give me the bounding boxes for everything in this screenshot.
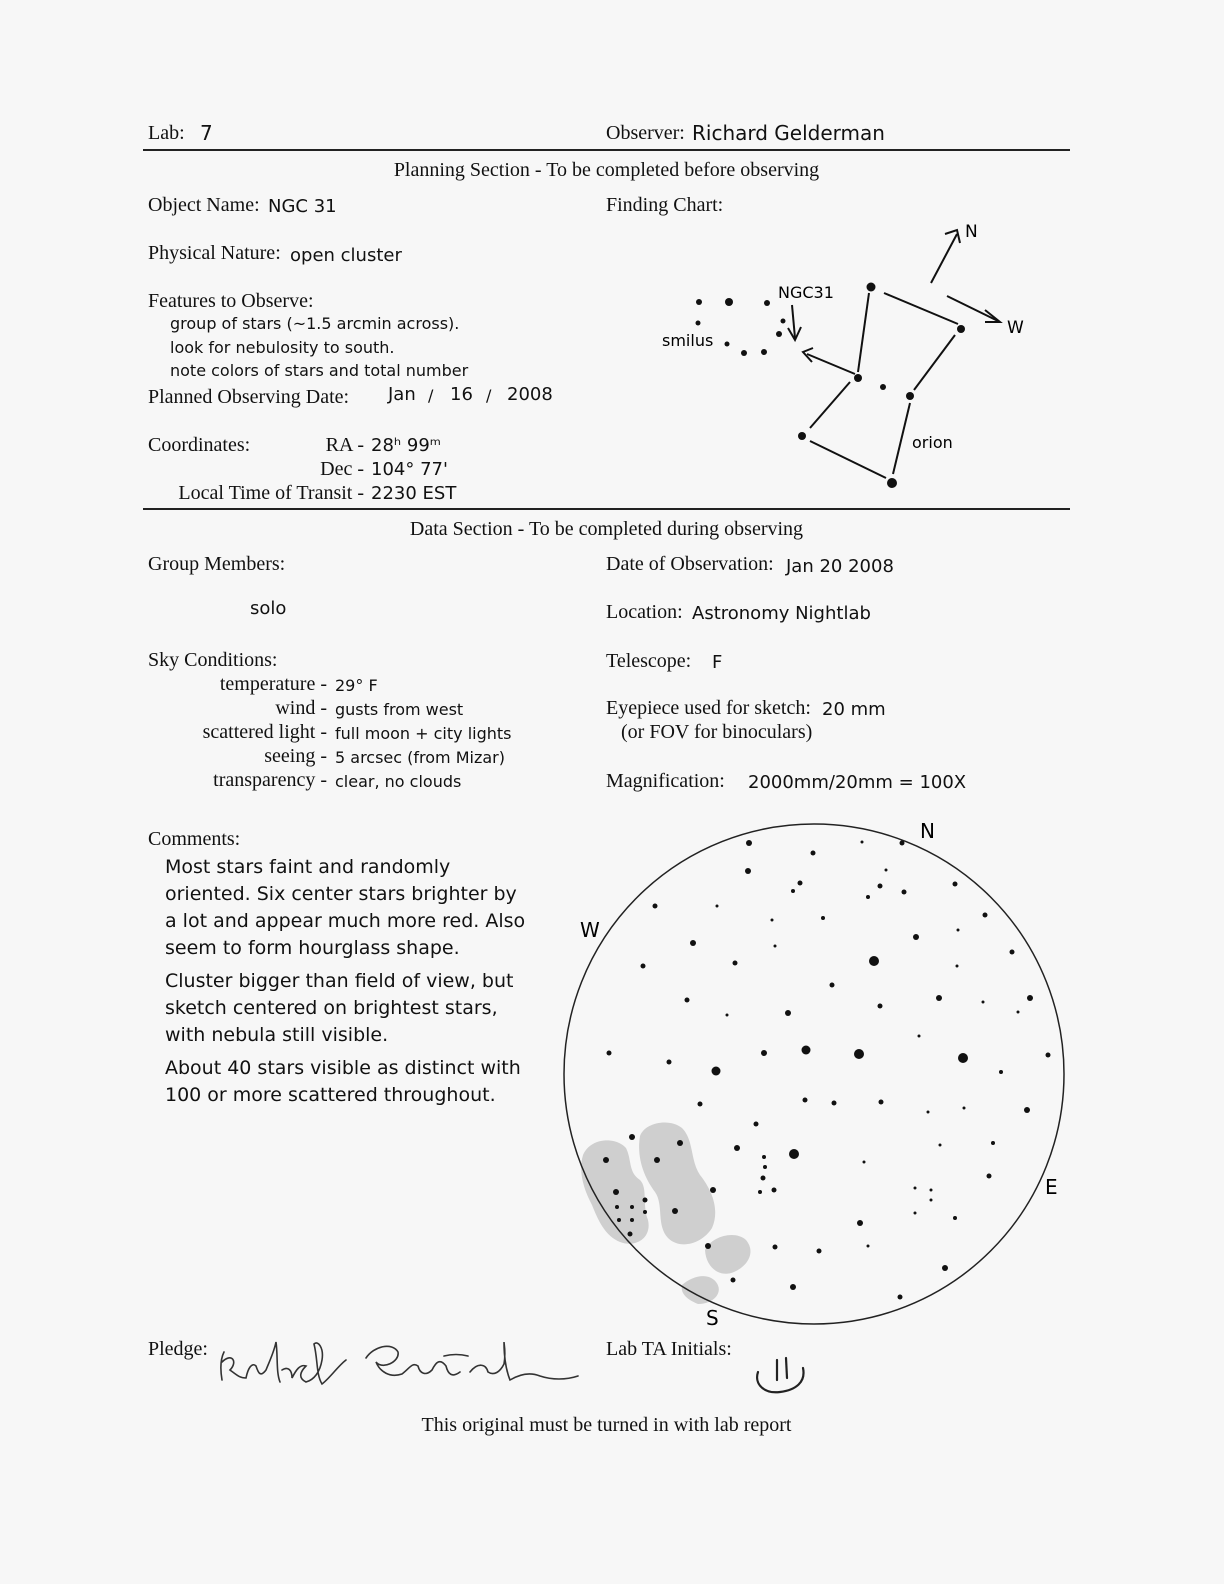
date-separator: / xyxy=(428,386,434,405)
sketch-star xyxy=(817,1249,822,1254)
coordinates-label: Coordinates: xyxy=(148,434,251,456)
sketch-star xyxy=(1046,1053,1051,1058)
sketch-star xyxy=(641,964,646,969)
comment-line: About 40 stars visible as distinct with xyxy=(165,1057,521,1079)
location-value: Astronomy Nightlab xyxy=(692,603,871,624)
chart-star xyxy=(725,342,730,347)
sketch-star xyxy=(999,1070,1003,1074)
temperature-value: 29° F xyxy=(335,676,378,695)
planned-date-label: Planned Observing Date: xyxy=(148,386,350,408)
sketch-star xyxy=(653,904,658,909)
sketch-star xyxy=(771,919,774,922)
sketch-star xyxy=(1010,950,1015,955)
sketch-star xyxy=(643,1198,648,1203)
sketch-star xyxy=(953,1216,957,1220)
magnification-label: Magnification: xyxy=(606,770,725,792)
chart-star xyxy=(906,392,914,400)
sketch-star xyxy=(629,1134,635,1140)
chart-star xyxy=(761,349,767,355)
telescope-value: F xyxy=(712,652,723,673)
sketch-star xyxy=(918,1035,921,1038)
magnification-value: 2000mm/20mm = 100X xyxy=(748,772,967,793)
sketch-star xyxy=(762,1155,766,1159)
field-of-view-circle xyxy=(564,824,1064,1324)
sketch-west-label: W xyxy=(580,918,600,942)
chart-orion-label: orion xyxy=(912,433,953,452)
sketch-star xyxy=(914,1187,917,1190)
object-name-label: Object Name: xyxy=(148,194,260,216)
telescope-label: Telescope: xyxy=(606,650,692,672)
sketch-star xyxy=(685,998,690,1003)
sketch-star xyxy=(930,1189,933,1192)
seeing-label: seeing - xyxy=(264,745,327,767)
chart-star xyxy=(741,350,747,356)
sketch-star xyxy=(785,1010,791,1016)
sketch-star xyxy=(991,1141,995,1145)
dec-value: 104° 77' xyxy=(371,459,448,480)
sketch-star xyxy=(745,868,751,874)
sketch-star xyxy=(803,1098,808,1103)
chart-west-label: W xyxy=(1007,318,1024,338)
chart-star xyxy=(854,374,862,382)
chart-star xyxy=(880,384,886,390)
comment-line: Cluster bigger than field of view, but xyxy=(165,970,514,992)
pledge-label: Pledge: xyxy=(148,1338,208,1360)
sketch-star xyxy=(617,1218,621,1222)
sketch-south-label: S xyxy=(706,1306,719,1330)
data-section-title: Data Section - To be completed during observing xyxy=(409,518,804,540)
feature-item: group of stars (~1.5 arcmin across). xyxy=(170,314,460,333)
wind-label: wind - xyxy=(275,697,327,719)
sketch-star xyxy=(761,1050,767,1056)
sketch-star xyxy=(936,995,942,1001)
sketch-star xyxy=(983,913,988,918)
feature-item: note colors of stars and total number xyxy=(170,361,469,380)
transit-label: Local Time of Transit - xyxy=(178,482,364,504)
eyepiece-sketch xyxy=(560,815,1080,1335)
sketch-star xyxy=(603,1157,609,1163)
footer-note: This original must be turned in with lab report xyxy=(421,1414,792,1436)
ra-value: 28ʰ 99ᵐ xyxy=(371,435,442,456)
observation-date-value: Jan 20 2008 xyxy=(786,556,894,577)
sketch-star xyxy=(677,1140,683,1146)
comment-paragraph xyxy=(165,854,525,962)
sketch-star xyxy=(956,965,959,968)
planned-date-month: Jan xyxy=(388,384,416,405)
sketch-star xyxy=(754,1122,759,1127)
sketch-star xyxy=(957,929,960,932)
transit-value: 2230 EST xyxy=(371,483,457,504)
sketch-east-label: E xyxy=(1045,1175,1058,1199)
sketch-star xyxy=(746,840,752,846)
sketch-star xyxy=(867,1245,870,1248)
sketch-star xyxy=(879,1100,884,1105)
comment-line: a lot and appear much more red. Also xyxy=(165,910,526,932)
sketch-star xyxy=(705,1243,711,1249)
comment-line: 100 or more scattered throughout. xyxy=(165,1084,496,1106)
comment-paragraph xyxy=(165,968,513,1049)
header-divider xyxy=(143,149,1070,151)
sketch-star xyxy=(885,869,888,872)
sketch-star xyxy=(857,1220,863,1226)
sketch-star xyxy=(733,961,738,966)
sketch-star xyxy=(772,1188,777,1193)
sketch-star xyxy=(758,1190,762,1194)
observer-label: Observer: xyxy=(606,122,685,144)
comment-line: with nebula still visible. xyxy=(165,1024,389,1046)
observer-name: Richard Gelderman xyxy=(692,121,885,145)
sketch-star xyxy=(930,1199,933,1202)
chart-north-label: N xyxy=(965,222,978,242)
pledge-signature xyxy=(210,1330,590,1390)
chart-target-label: NGC31 xyxy=(778,283,834,302)
planning-divider xyxy=(143,508,1070,510)
sketch-star xyxy=(942,1265,948,1271)
sketch-star xyxy=(1024,1107,1030,1113)
sketch-star xyxy=(898,1295,903,1300)
ra-label: RA - xyxy=(325,434,364,456)
sketch-star xyxy=(654,1157,660,1163)
chart-smilus-label: smilus xyxy=(662,331,714,350)
lab-label: Lab: xyxy=(148,122,185,144)
ta-initials-smiley xyxy=(745,1348,820,1398)
comment-line: seem to form hourglass shape. xyxy=(165,937,460,959)
sketch-star xyxy=(789,1149,799,1159)
physical-nature-label: Physical Nature: xyxy=(148,242,281,264)
comment-line: sketch centered on brightest stars, xyxy=(165,997,498,1019)
lab-number: 7 xyxy=(200,121,213,145)
chart-star xyxy=(957,325,965,333)
sketch-star xyxy=(914,1212,917,1215)
seeing-value: 5 arcsec (from Mizar) xyxy=(335,748,505,767)
sketch-star xyxy=(710,1187,716,1193)
finding-chart-label: Finding Chart: xyxy=(606,194,724,216)
physical-nature-value: open cluster xyxy=(290,245,402,266)
sketch-star xyxy=(667,1060,672,1065)
sketch-star xyxy=(987,1174,992,1179)
sketch-star xyxy=(712,1067,721,1076)
sketch-star xyxy=(615,1205,619,1209)
comment-paragraph xyxy=(165,1055,521,1109)
sketch-star xyxy=(863,1161,866,1164)
transparency-value: clear, no clouds xyxy=(335,772,462,791)
temperature-label: temperature - xyxy=(219,673,327,695)
sketch-star xyxy=(900,841,905,846)
sketch-north-label: N xyxy=(920,819,935,843)
chart-star xyxy=(867,283,876,292)
sketch-star xyxy=(698,1102,703,1107)
scattered-light-label: scattered light - xyxy=(202,721,327,743)
scattered-light-value: full moon + city lights xyxy=(335,724,512,743)
sketch-star xyxy=(613,1189,619,1195)
sky-conditions-label: Sky Conditions: xyxy=(148,649,278,671)
sketch-star xyxy=(630,1205,634,1209)
sketch-star xyxy=(958,1053,968,1063)
object-name-value: NGC 31 xyxy=(268,196,337,217)
sketch-star xyxy=(761,1176,766,1181)
date-separator: / xyxy=(486,386,492,405)
sketch-star xyxy=(774,945,777,948)
sketch-star xyxy=(731,1278,736,1283)
chart-star xyxy=(725,298,733,306)
chart-star xyxy=(798,432,806,440)
sketch-star xyxy=(763,1165,767,1169)
chart-star xyxy=(776,331,782,337)
sketch-star xyxy=(726,1014,729,1017)
sketch-star xyxy=(716,905,719,908)
sketch-star xyxy=(821,916,825,920)
eyepiece-value: 20 mm xyxy=(822,699,886,720)
sketch-star xyxy=(953,882,958,887)
sketch-star xyxy=(878,884,883,889)
sketch-star xyxy=(878,1004,883,1009)
comment-line: oriented. Six center stars brighter by xyxy=(165,883,517,905)
sketch-star xyxy=(811,851,816,856)
sketch-star xyxy=(690,940,696,946)
transparency-label: transparency - xyxy=(213,769,327,791)
sketch-star xyxy=(869,956,879,966)
dec-label: Dec - xyxy=(320,458,364,480)
wind-value: gusts from west xyxy=(335,700,464,719)
sketch-star xyxy=(791,889,795,893)
sketch-star xyxy=(854,1049,864,1059)
sketch-star xyxy=(1017,1011,1020,1014)
feature-item: look for nebulosity to south. xyxy=(170,338,395,357)
sketch-star xyxy=(798,881,803,886)
sketch-star xyxy=(1027,995,1033,1001)
comments-label: Comments: xyxy=(148,828,241,850)
group-members-label: Group Members: xyxy=(148,553,286,575)
ta-initials-label: Lab TA Initials: xyxy=(606,1338,732,1360)
comment-line: Most stars faint and randomly xyxy=(165,856,451,878)
chart-star xyxy=(696,299,702,305)
sketch-star xyxy=(734,1145,740,1151)
sketch-star xyxy=(628,1232,633,1237)
location-label: Location: xyxy=(606,601,683,623)
sketch-star xyxy=(790,1284,796,1290)
planning-section-title: Planning Section - To be completed before observing xyxy=(393,159,820,181)
finding-chart xyxy=(640,215,1060,505)
sketch-star xyxy=(902,890,907,895)
chart-star xyxy=(764,300,770,306)
planned-date-day: 16 xyxy=(450,384,473,405)
sketch-star xyxy=(963,1107,966,1110)
chart-star xyxy=(696,321,701,326)
planned-date-year: 2008 xyxy=(507,384,553,405)
chart-star xyxy=(887,478,897,488)
sketch-star xyxy=(861,841,864,844)
features-label: Features to Observe: xyxy=(148,290,314,312)
sketch-star xyxy=(866,895,870,899)
sketch-star xyxy=(630,1218,634,1222)
group-members-value: solo xyxy=(250,598,287,619)
sketch-star xyxy=(643,1210,647,1214)
chart-star xyxy=(781,319,786,324)
sketch-star xyxy=(927,1111,930,1114)
sketch-star xyxy=(830,983,835,988)
sketch-star xyxy=(672,1208,678,1214)
eyepiece-note: (or FOV for binoculars) xyxy=(621,721,813,743)
sketch-star xyxy=(802,1046,811,1055)
sketch-star xyxy=(939,1144,942,1147)
sketch-star xyxy=(982,1001,985,1004)
sketch-star xyxy=(913,934,919,940)
sketch-star xyxy=(607,1051,612,1056)
sketch-star xyxy=(773,1245,778,1250)
sketch-star xyxy=(832,1101,837,1106)
eyepiece-label: Eyepiece used for sketch: xyxy=(606,697,811,719)
observation-date-label: Date of Observation: xyxy=(606,553,774,575)
